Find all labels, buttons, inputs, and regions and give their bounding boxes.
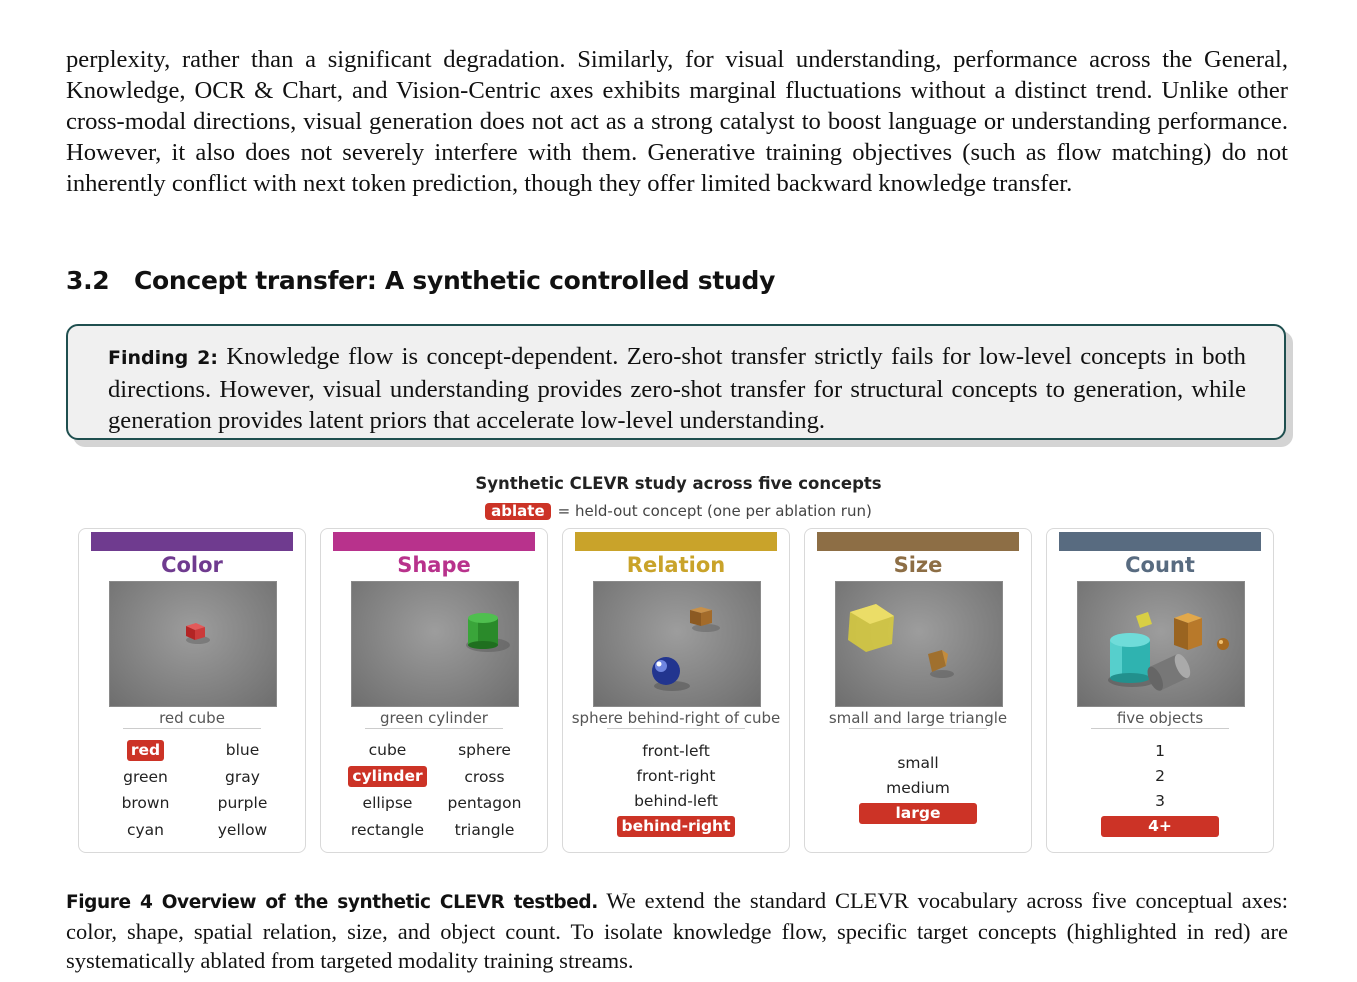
vocab-item (617, 814, 735, 839)
ablated-vocab-item: cylinder (348, 766, 426, 787)
vocab-item: triangle (454, 820, 515, 839)
section-number: 3.2 (66, 266, 110, 295)
scene-caption: small and large triangle (828, 709, 1008, 727)
vocab-list (1047, 739, 1273, 839)
divider (1091, 728, 1229, 729)
ablate-badge: ablate (485, 503, 550, 520)
finding-label: Finding 2: (108, 347, 218, 369)
concept-title: Count (1125, 553, 1195, 577)
vocab-list (563, 739, 789, 839)
finding-body: Knowledge flow is concept-dependent. Zero-shot transfer strictly fails for low-level concepts in both directions. However, visual understanding provides zero-shot transfer for structural concepts to generation, while generation provides latent priors that accelerate low-level understanding. (108, 343, 1246, 434)
concept-color-bar (333, 532, 535, 551)
vocab-item (1101, 814, 1219, 839)
finding-text (108, 341, 1246, 436)
concept-color-bar (1059, 532, 1261, 551)
figure-caption-label: Figure 4 Overview of the synthetic CLEVR testbed. (66, 892, 598, 913)
vocab-item: pentagon (447, 794, 522, 813)
ablated-vocab-item: behind-right (617, 816, 735, 837)
figure-caption (66, 886, 1288, 975)
legend-text: = held-out concept (one per ablation run) (557, 502, 872, 520)
concept-card-relation (562, 528, 790, 853)
concept-title: Relation (626, 553, 726, 577)
vocab-item (97, 740, 194, 761)
vocab-item: brown (121, 794, 170, 813)
vocab-item: cross (464, 767, 505, 786)
vocab-item: medium (886, 779, 950, 797)
concept-card-color (78, 528, 306, 853)
section-heading (66, 266, 775, 295)
vocab-item: front-right (636, 767, 716, 785)
divider (607, 728, 745, 729)
section-title: Concept transfer: A synthetic controlled study (134, 266, 776, 295)
figure-caption-text: We extend the standard CLEVR vocabulary across five conceptual axes: color, shape, spatial relation, size, and object count. To isolate knowledge flow, specific target concepts (highlighted in red) are systematically ablated from targeted modality training streams. (66, 888, 1289, 973)
scene-caption: green cylinder (380, 709, 488, 727)
ablated-vocab-item: large (859, 803, 977, 824)
vocab-item (339, 766, 436, 787)
scene-caption: sphere behind-right of cube (571, 709, 781, 727)
figure-legend (0, 502, 1357, 520)
vocab-item: ellipse (362, 794, 413, 813)
vocab-item: blue (225, 741, 260, 760)
figure-title: Synthetic CLEVR study across five concepts (475, 474, 882, 493)
vocab-item: yellow (217, 820, 268, 839)
concept-color-bar (575, 532, 777, 551)
vocab-item: purple (217, 794, 268, 813)
vocab-item (859, 801, 977, 826)
vocab-item: sphere (458, 741, 511, 760)
concept-title: Color (161, 553, 223, 577)
vocab-list (321, 737, 547, 843)
divider (365, 728, 503, 729)
vocab-item: cyan (126, 820, 165, 839)
vocab-item: small (897, 754, 939, 772)
ablated-vocab-item: 4+ (1101, 816, 1219, 837)
scene-caption: red cube (159, 709, 225, 727)
vocab-item: cube (368, 741, 407, 760)
vocab-item: behind-left (634, 792, 718, 810)
scene-image-red-cube (109, 581, 277, 707)
scene-image-green-cylinder (351, 581, 519, 707)
scene-caption: five objects (1116, 709, 1204, 727)
concept-title: Shape (397, 553, 471, 577)
vocab-item: front-left (642, 742, 710, 760)
concept-color-bar (817, 532, 1019, 551)
concept-color-bar (91, 532, 293, 551)
scene-image-sphere-and-cube (593, 581, 761, 707)
vocab-item: gray (225, 767, 260, 786)
vocab-item: rectangle (350, 820, 425, 839)
concept-card-count (1046, 528, 1274, 853)
vocab-item: 2 (1155, 767, 1165, 785)
divider (849, 728, 987, 729)
concept-title: Size (893, 553, 943, 577)
ablated-vocab-item: red (127, 740, 164, 761)
vocab-list (805, 751, 1031, 826)
scene-image-triangles (835, 581, 1003, 707)
divider (123, 728, 261, 729)
body-paragraph: perplexity, rather than a significant degradation. Similarly, for visual understanding, performance across the General, Knowledge, OCR & Chart, and Vision-Centric axes exhibits marginal fluctuations without a distinct trend. Unlike other cross-modal directions, visual generation does not act as a strong catalyst to boost language or understanding performance. However, it also does not severely interfere with them. Generative training objectives (such as flow matching) do not inherently conflict with next token prediction, though they offer limited backward knowledge transfer. (66, 46, 1288, 197)
vocab-item: 3 (1155, 792, 1165, 810)
vocab-list (79, 737, 305, 843)
vocab-item: green (123, 767, 168, 786)
vocab-item: 1 (1155, 742, 1165, 760)
finding-box (66, 324, 1286, 440)
concept-card-shape (320, 528, 548, 853)
scene-image-five-objects (1077, 581, 1245, 707)
concept-card-size (804, 528, 1032, 853)
